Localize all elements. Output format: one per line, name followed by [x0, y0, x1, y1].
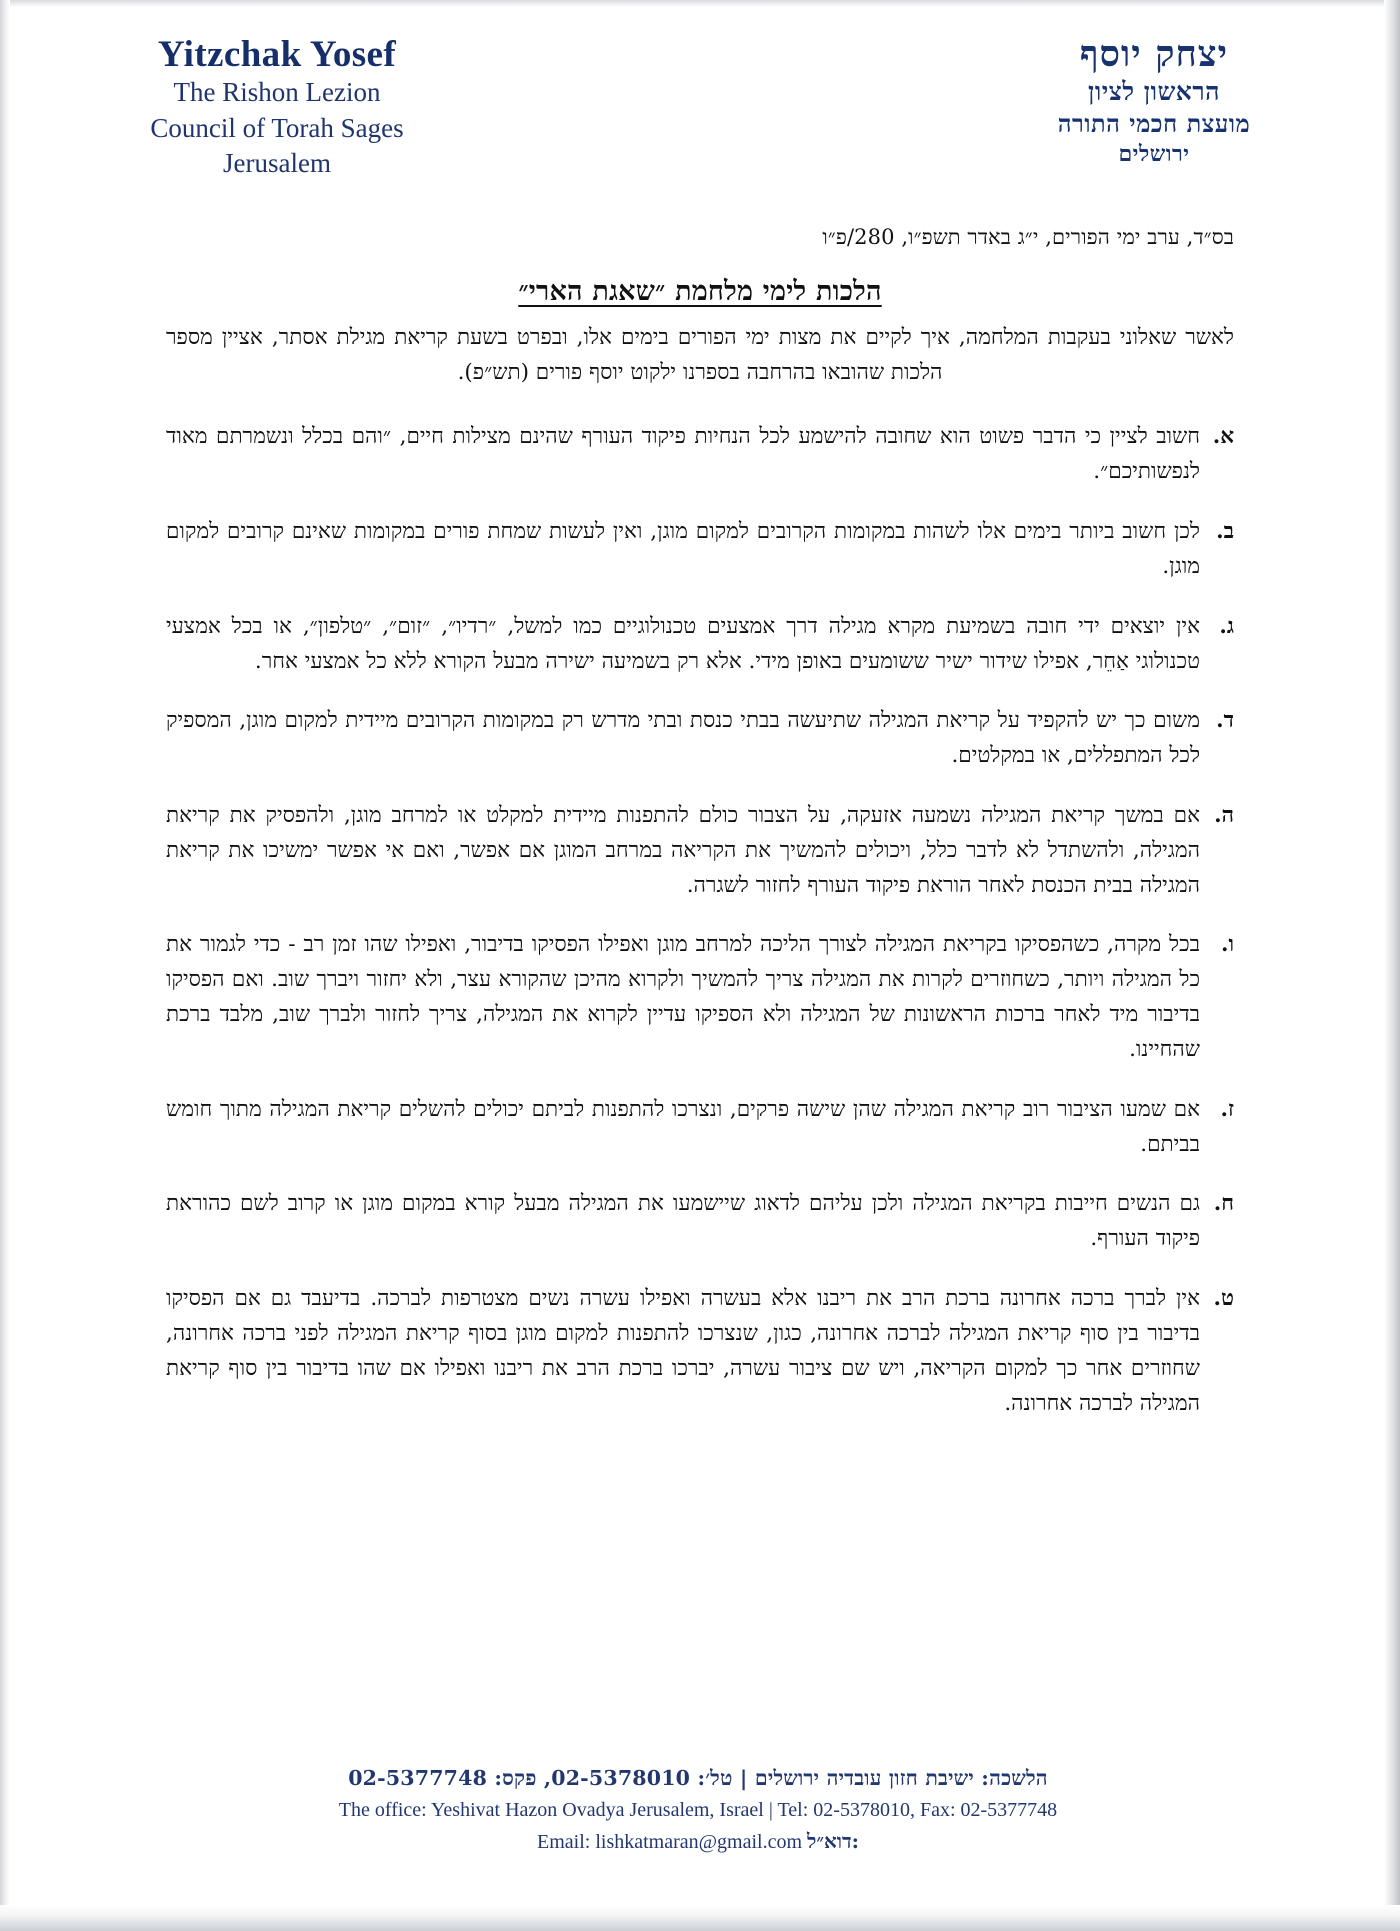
item-text: אין לברך ברכה אחרונה ברכת הרב את ריבנו אלא בעשרה ואפילו עשרה נשים מצטרפות לברכה. בדיעבד גם אם הפסיקו בדיבור בין סוף קריאת המגילה לברכה אחרונה, כגון, שנצרכו להתפנות למקום מוגן בסוף קריאת המגילה לפני ברכה אחרונה, שחוזרים אחר כך למקום הקריאה, ויש שם ציבור עשרה, יברכו ברכת הרב את ריבנו ואפילו אם שהו בדיבור בין סוף קריאת המגילה לברכה אחרונה.	[166, 1286, 1200, 1416]
item-text: חשוב לציין כי הדבר פשוט הוא שחובה להישמע לכל הנחיות פיקוד העורף שהינם מצילות חיים, ״והם בכלל ונשמרתם מאוד לנפשותיכם״.	[166, 424, 1200, 485]
item-marker: ב.	[1216, 519, 1234, 545]
item-marker: א.	[1212, 424, 1234, 450]
footer-email-line	[14, 1827, 1382, 1857]
letterhead-hebrew-city: ירושלים	[1118, 141, 1190, 168]
letterhead-english-title: The Rishon Lezion	[173, 77, 381, 108]
list-item	[166, 799, 1234, 903]
list-item	[166, 704, 1234, 774]
list-item	[166, 1282, 1234, 1421]
item-text: בכל מקרה, כשהפסיקו בקריאת המגילה לצורך הליכה למרחב מוגן ואפילו הפסיקו בדיבור, ואפילו שהו זמן רב - כדי לגמור את כל המגילה ויותר, כשחוזרים לקרות את המגילה צריך להמשיך ולקרוא מהיכן שהקורא עצר, ולא יחזור ויברך שוב. ואם הפסיקו בדיבור מיד לאחר ברכות הראשונות של המגילה ולא הספיקו עדיין לקרוא את המגילה, צריך לחזור ולברך שוב, מלבד ברכת שהחיינו.	[166, 932, 1200, 1062]
letterhead-hebrew-title: הראשון לציון	[1087, 77, 1220, 107]
item-marker: ג.	[1219, 613, 1234, 639]
letterhead-english-city: Jerusalem	[223, 147, 331, 178]
item-marker: ז.	[1220, 1096, 1234, 1122]
scan-edge-top	[0, 0, 1400, 7]
footer-email-text: Email: lishkatmaran@gmail.com	[537, 1831, 803, 1853]
scan-edge-left	[0, 0, 10, 1931]
footer	[14, 1764, 1382, 1857]
item-text: גם הנשים חייבות בקריאת המגילה ולכן עליהם לדאוג שיישמעו את המגילה מבעל קורא במקום מוגן או קרוב לשם כהוראת פיקוד העורף.	[166, 1191, 1200, 1252]
letterhead-english-name: Yitzchak Yosef	[157, 34, 397, 75]
item-text: אין יוצאים ידי חובה בשמיעת מקרא מגילה דרך אמצעים טכנולוגיים כמו למשל, ״רדיו״, ״זום״, ״טלפון״, או בכל אמצעי טכנולוגי אַחֵר, אפילו שידור ישיר ששומעים באופן מידי. אלא רק בשמיעה ישירה מבעל הקורא ללא כל אמצעי אחר.	[166, 613, 1200, 674]
item-text: לכן חשוב ביותר בימים אלו לשהות במקומות הקרובים למקום מוגן, ואין לעשות שמחת פורים במקומות שאינם קרובים למקום מוגן.	[166, 519, 1200, 579]
letter-sheet	[14, 8, 1382, 1907]
item-marker: ו.	[1221, 932, 1234, 958]
list-item	[166, 420, 1234, 490]
letterhead-hebrew	[974, 34, 1334, 169]
list-item	[166, 928, 1234, 1067]
dateline: בס״ד, ערב ימי הפורים, י״ג באדר תשפ״ו, 280/פ״ו	[822, 224, 1234, 249]
footer-hebrew-contact: הלשכה: ישיבת חזון עובדיה ירושלים | טל׳: 02-5378010, פקס: 02-5377748	[348, 1766, 1048, 1791]
letterhead-english-council: Council of Torah Sages	[150, 112, 404, 143]
item-text: אם שמעו הציבור רוב קריאת המגילה שהן שישה פרקים, ונצרכו להתפנות לביתם יכולים להשלים קריאת המגילה מתוך חומש בביתם.	[166, 1096, 1200, 1157]
item-text: משום כך יש להקפיד על קריאת המגילה שתיעשה בבתי כנסת ובתי מדרש רק במקומות הקרובים מיידית למקום מוגן, המספיק לכל המתפללים, או במקלטים.	[166, 708, 1200, 769]
list-item	[166, 610, 1234, 680]
letterhead-hebrew-council: מועצת חכמי התורה	[1057, 109, 1251, 139]
halachot-list	[166, 420, 1234, 1421]
footer-email-label: דוא״ל:	[807, 1829, 859, 1853]
letterhead-hebrew-name: יצחק יוסף	[1079, 33, 1229, 75]
item-marker: ח.	[1213, 1191, 1234, 1217]
document-body	[14, 225, 1382, 1422]
page-title: הלכות לימי מלחמת ״שאגת הארי״	[518, 275, 882, 307]
item-marker: ט.	[1213, 1286, 1234, 1312]
scan-edge-bottom	[0, 1905, 1400, 1931]
letterhead-english	[62, 34, 492, 181]
item-marker: ד.	[1216, 708, 1234, 734]
intro-paragraph: לאשר שאלוני בעקבות המלחמה, איך לקיים את מצות ימי הפורים בימים אלו, ובפרט בשעת קריאת מגילת אסתר, אציין מספר הלכות שהובאו בהרחבה בספרנו ילקוט יוסף פורים (תש״פ).	[166, 324, 1234, 385]
list-item	[166, 1187, 1234, 1257]
list-item	[166, 1093, 1234, 1163]
item-text: אם במשך קריאת המגילה נשמעה אזעקה, על הצבור כולם להתפנות מיידית למקלט או למרחב מוגן, ולהפסיק את קריאת המגילה, ולהשתדל לא לדבר כלל, ויכולים להמשיך את הקריאה במרחב המוגן אם אפשר, ואם אי אפשר ימשיכו את קריאת המגילה בבית הכנסת לאחר הוראת פיקוד העורף לחזור לשגרה.	[166, 803, 1200, 898]
letterhead	[14, 8, 1382, 181]
footer-english-contact: The office: Yeshivat Hazon Ovadya Jerusalem, Israel | Tel: 02-5378010, Fax: 02-5377748	[338, 1799, 1058, 1821]
scan-edge-right	[1384, 0, 1400, 1931]
item-marker: ה.	[1214, 803, 1234, 828]
list-item	[166, 515, 1234, 585]
